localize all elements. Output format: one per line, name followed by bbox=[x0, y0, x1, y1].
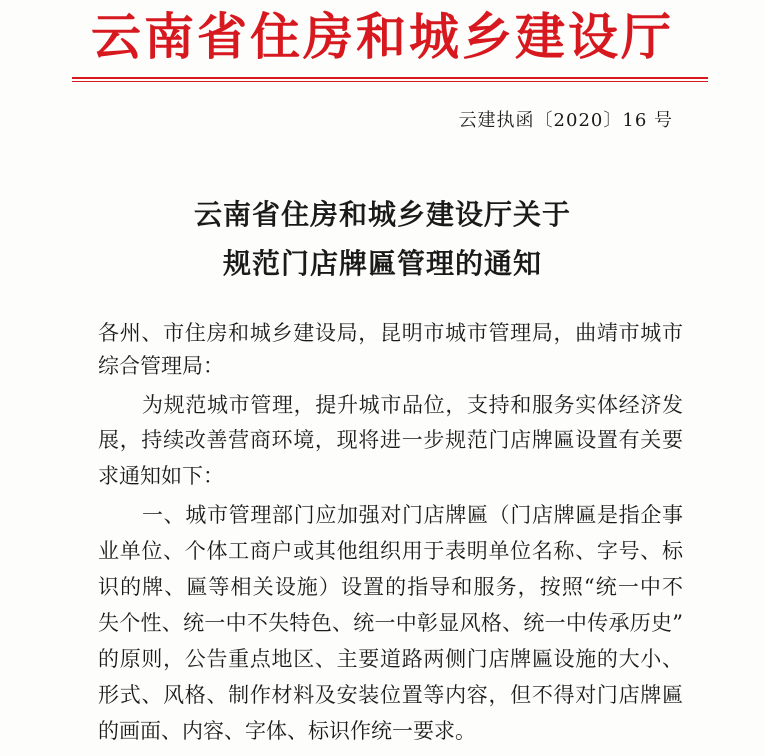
document-number: 云建执函〔2020〕16 号 bbox=[458, 110, 673, 131]
paragraph-line: 展，持续改善营商环境，现将进一步规范门店牌匾设置有关要 bbox=[98, 428, 683, 452]
addressee-line: 综合管理局： bbox=[98, 354, 224, 378]
letterhead-org-name: 云南省住房和城乡建设厅 bbox=[91, 7, 674, 66]
paragraph-line: 业单位、个体工商户或其他组织用于表明单位名称、字号、标 bbox=[98, 539, 683, 563]
document-title-line-2: 规范门店牌匾管理的通知 bbox=[222, 247, 542, 280]
document-title-line-1: 云南省住房和城乡建设厅关于 bbox=[193, 198, 571, 231]
paragraph-line: 一、城市管理部门应加强对门店牌匾（门店牌匾是指企事 bbox=[142, 503, 683, 527]
paragraph-line: 的画面、内容、字体、标识作统一要求。 bbox=[98, 719, 476, 743]
letterhead-red-rule bbox=[72, 77, 708, 79]
paragraph-line: 为规范城市管理，提升城市品位，支持和服务实体经济发 bbox=[142, 393, 683, 417]
letterhead-red-rule-thin bbox=[72, 81, 708, 82]
paragraph-line: 识的牌、匾等相关设施）设置的指导和服务，按照“统一中不 bbox=[98, 575, 683, 599]
paragraph-line: 形式、风格、制作材料及安装位置等内容，但不得对门店牌匾 bbox=[98, 683, 683, 707]
paragraph-line: 的原则，公告重点地区、主要道路两侧门店牌匾设施的大小、 bbox=[98, 647, 683, 671]
paragraph-line: 失个性、统一中不失特色、统一中彰显风格、统一中传承历史” bbox=[98, 611, 683, 635]
paragraph-line: 求通知如下： bbox=[98, 464, 224, 488]
addressee-line: 各州、市住房和城乡建设局，昆明市城市管理局，曲靖市城市 bbox=[98, 321, 683, 345]
